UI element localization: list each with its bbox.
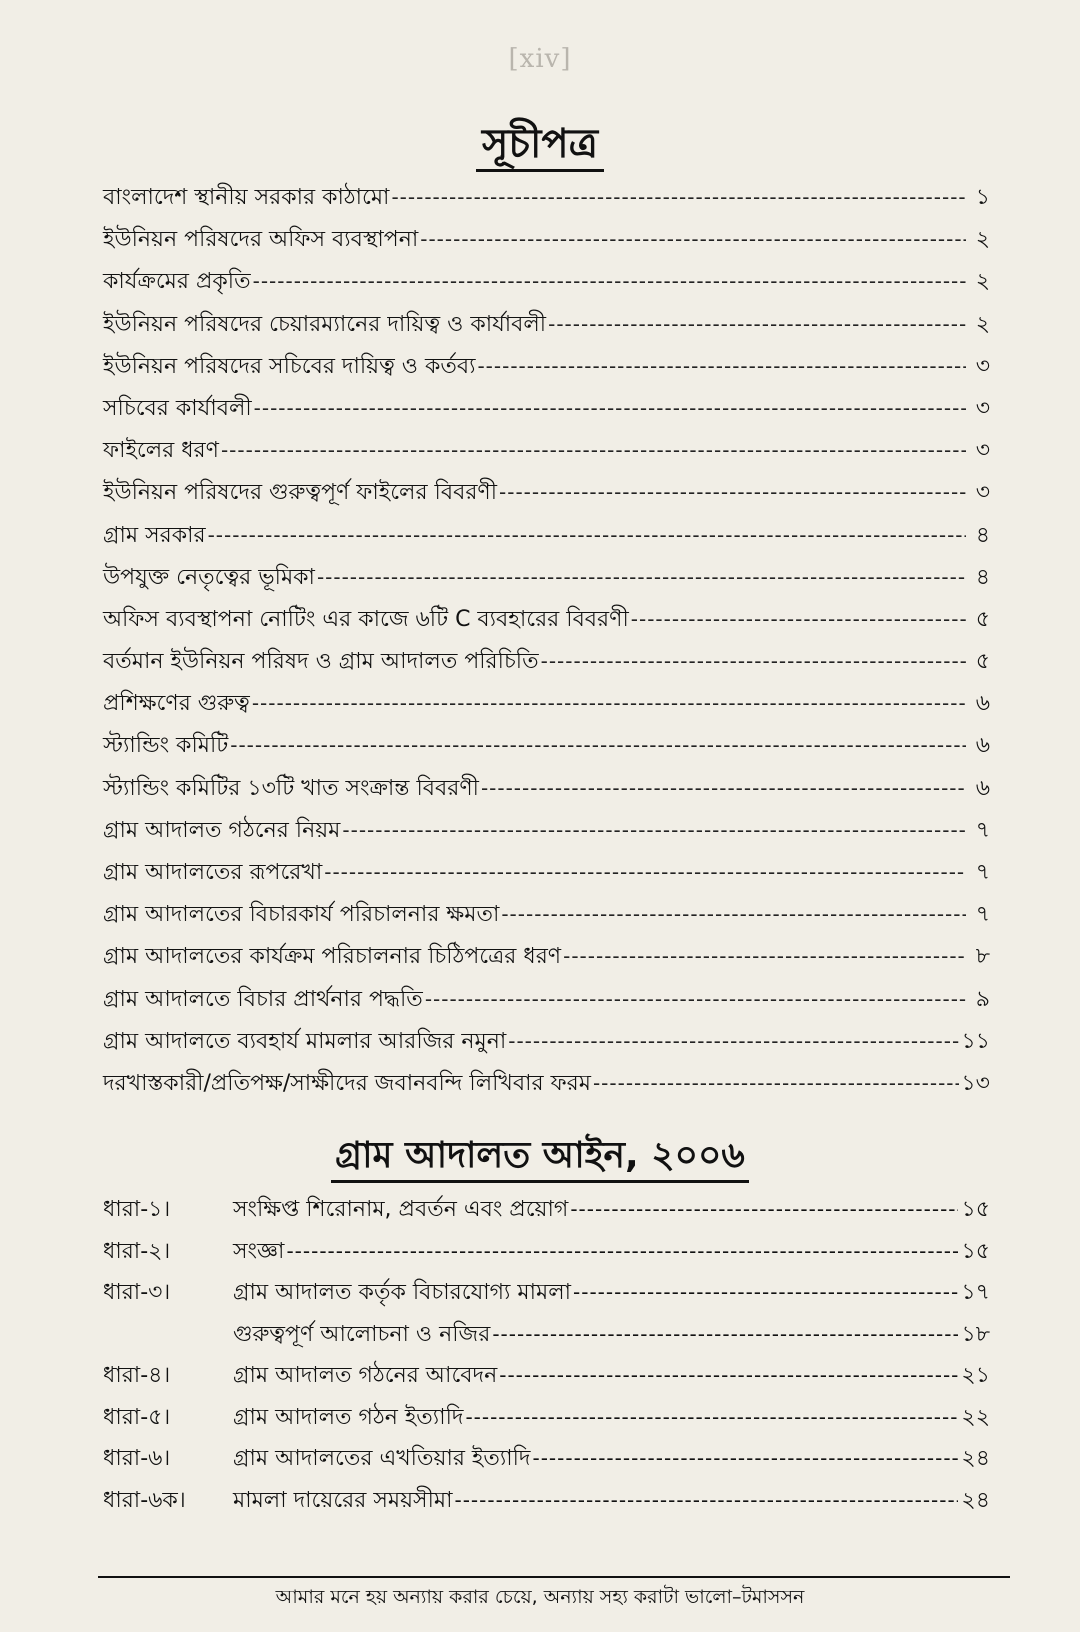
footer-divider	[98, 1576, 1010, 1578]
dot-leader	[230, 733, 966, 757]
toc-entry-label: গ্রাম সরকার	[103, 522, 206, 548]
dot-leader	[570, 1197, 958, 1221]
act-section-page: ১৮	[961, 1321, 990, 1347]
dot-leader	[593, 1071, 959, 1095]
dot-leader	[477, 354, 966, 378]
act-section-entry[interactable]	[103, 1192, 990, 1234]
toc-entry[interactable]	[103, 982, 990, 1024]
toc-entry-label: বর্তমান ইউনিয়ন পরিষদ ও গ্রাম আদালত পরিচিতি	[103, 649, 539, 675]
toc-entry-page: ৩	[975, 353, 990, 379]
toc-entry-label: স্ট্যান্ডিং কমিটির ১৩টি খাত সংক্রান্ত বিবরণী	[103, 775, 479, 801]
toc-entry-page: ৬	[975, 691, 990, 717]
act-section-label: গ্রাম আদালত গঠনের আবেদন	[233, 1363, 498, 1388]
toc-entry-label: ইউনিয়ন পরিষদের সচিবের দায়িত্ব ও কর্তব্য	[103, 353, 476, 379]
toc-entry[interactable]	[103, 897, 990, 939]
act-section-entry[interactable]	[103, 1275, 990, 1317]
toc-entry-label: দরখাস্তকারী/প্রতিপক্ষ/সাক্ষীদের জবানবন্দি লিখিবার ফরম	[103, 1070, 591, 1096]
toc-entry[interactable]	[103, 1024, 990, 1066]
act-section-page: ২২	[961, 1404, 990, 1430]
toc-entry-page: ৯	[975, 986, 990, 1012]
toc-entry[interactable]	[103, 307, 990, 349]
toc-entry[interactable]	[103, 433, 990, 475]
dot-leader	[425, 987, 966, 1011]
table-of-contents	[103, 180, 990, 1108]
dot-leader	[317, 565, 966, 589]
section-title-text: গ্রাম আদালত আইন, ২০০৬	[331, 1135, 749, 1183]
page-title-text: সূচীপত্র	[476, 121, 604, 172]
toc-entry[interactable]	[103, 939, 990, 981]
dot-leader	[573, 1280, 958, 1304]
toc-entry[interactable]	[103, 644, 990, 686]
toc-entry-page: ৬	[975, 775, 990, 801]
toc-entry-page: ২	[975, 269, 990, 295]
dot-leader	[286, 1239, 958, 1263]
act-section-page: ১৭	[961, 1280, 990, 1305]
toc-entry[interactable]	[103, 560, 990, 602]
act-section-label: সংক্ষিপ্ত শিরোনাম, প্রবর্তন এবং প্রয়োগ	[233, 1197, 569, 1222]
act-section-entry[interactable]	[103, 1441, 990, 1483]
dot-leader	[454, 1488, 958, 1512]
toc-entry-page: ৫	[975, 649, 990, 675]
toc-entry-page: ২	[975, 227, 990, 253]
toc-entry[interactable]	[103, 728, 990, 770]
toc-entry-page: ৩	[975, 438, 990, 464]
dot-leader	[532, 1446, 958, 1470]
toc-entry-page: ৬	[975, 733, 990, 759]
dot-leader	[492, 1322, 958, 1346]
toc-entry[interactable]	[103, 518, 990, 560]
act-section-number: ধারা-৬ক।	[103, 1487, 186, 1513]
act-section-label: গ্রাম আদালত কর্তৃক বিচারযোগ্য মামলা	[233, 1280, 572, 1305]
act-section-page: ২১	[961, 1363, 990, 1388]
toc-entry-page: ৭	[975, 817, 990, 843]
toc-entry-label: উপযুক্ত নেতৃত্বের ভূমিকা	[103, 564, 315, 590]
toc-entry-label: অফিস ব্যবস্থাপনা নোটিং এর কাজে ৬টি C ব্যবহারের বিবরণী	[103, 606, 629, 632]
dot-leader	[253, 269, 966, 293]
act-section-number: ধারা-৪।	[103, 1363, 171, 1388]
dot-leader	[342, 818, 966, 842]
dot-leader	[501, 902, 966, 926]
dot-leader	[254, 396, 966, 420]
toc-entry-label: গ্রাম আদালতের কার্যক্রম পরিচালনার চিঠিপত্রের ধরণ	[103, 944, 562, 970]
toc-entry-page: ২	[975, 311, 990, 337]
toc-entry-label: ইউনিয়ন পরিষদের অফিস ব্যবস্থাপনা	[103, 227, 419, 253]
toc-entry[interactable]	[103, 771, 990, 813]
page-title	[0, 112, 1080, 179]
dot-leader	[465, 1405, 958, 1429]
act-section-entry[interactable]	[103, 1317, 990, 1359]
toc-entry-page: ৮	[975, 944, 990, 970]
dot-leader	[563, 944, 966, 968]
act-section-label: গুরুত্বপূর্ণ আলোচনা ও নজির	[233, 1321, 491, 1347]
toc-entry-label: কার্যক্রমের প্রকৃতি	[103, 269, 251, 295]
page-number: [xiv]	[508, 44, 572, 74]
toc-entry-label: স্ট্যান্ডিং কমিটি	[103, 733, 229, 759]
act-section-number: ধারা-৬।	[103, 1446, 171, 1471]
toc-entry[interactable]	[103, 1066, 990, 1108]
toc-entry-page: ১৩	[961, 1070, 990, 1096]
act-section-entry[interactable]	[103, 1234, 990, 1276]
toc-entry[interactable]	[103, 686, 990, 728]
dot-leader	[499, 1363, 958, 1387]
toc-entry-label: ইউনিয়ন পরিষদের চেয়ারম্যানের দায়িত্ব ও কার্যাবলী	[103, 311, 547, 337]
toc-entry-label: গ্রাম আদালতে বিচার প্রার্থনার পদ্ধতি	[103, 986, 423, 1012]
act-section-page: ১৫	[961, 1238, 990, 1264]
dot-leader	[548, 312, 966, 336]
toc-entry[interactable]	[103, 349, 990, 391]
toc-entry-page: ৭	[975, 860, 990, 885]
act-section-label: সংজ্ঞা	[233, 1238, 285, 1264]
act-section-page: ২৪	[961, 1487, 990, 1513]
act-section-number: ধারা-২।	[103, 1238, 171, 1264]
toc-entry[interactable]	[103, 855, 990, 897]
toc-entry-label: ইউনিয়ন পরিষদের গুরুত্বপূর্ণ ফাইলের বিবরণী	[103, 480, 498, 506]
dot-leader	[420, 227, 966, 251]
act-section-entry[interactable]	[103, 1358, 990, 1400]
toc-entry-page: ১	[975, 185, 990, 210]
toc-entry[interactable]	[103, 391, 990, 433]
toc-entry[interactable]	[103, 813, 990, 855]
dot-leader	[631, 607, 966, 631]
footer-quote: আমার মনে হয় অন্যায় করার চেয়ে, অন্যায় সহ্য করাটা ভালো–টমাসসন	[275, 1586, 805, 1608]
toc-entry[interactable]	[103, 264, 990, 306]
toc-entry-page: ৪	[975, 564, 990, 590]
dot-leader	[221, 438, 966, 462]
toc-entry-label: বাংলাদেশ স্থানীয় সরকার কাঠামো	[103, 185, 390, 210]
toc-entry-page: ৩	[975, 395, 990, 421]
toc-entry-label: সচিবের কার্যাবলী	[103, 395, 252, 421]
act-section-number: ধারা-১।	[103, 1197, 171, 1222]
toc-entry-page: ১১	[961, 1028, 990, 1054]
act-section-number: ধারা-৫।	[103, 1404, 171, 1430]
section-title	[0, 1128, 1080, 1188]
toc-entry-page: ৫	[975, 606, 990, 632]
act-section-label: গ্রাম আদালতের এখতিয়ার ইত্যাদি	[233, 1446, 531, 1471]
act-section-page: ১৫	[961, 1197, 990, 1222]
act-section-label: মামলা দায়েরের সময়সীমা	[233, 1487, 453, 1513]
toc-entry[interactable]	[103, 475, 990, 517]
toc-entry[interactable]	[103, 180, 990, 222]
act-section-entry[interactable]	[103, 1400, 990, 1442]
toc-entry-label: গ্রাম আদালতের বিচারকার্য পরিচালনার ক্ষমতা	[103, 902, 500, 928]
toc-entry-page: ৩	[975, 480, 990, 506]
toc-entry-page: ৪	[975, 522, 990, 548]
toc-entry[interactable]	[103, 222, 990, 264]
dot-leader	[208, 523, 966, 547]
toc-entry-label: ফাইলের ধরণ	[103, 438, 219, 464]
toc-entry-label: গ্রাম আদালতে ব্যবহার্য মামলার আরজির নমুনা	[103, 1028, 507, 1054]
dot-leader	[508, 1029, 959, 1053]
toc-entry-label: প্রশিক্ষণের গুরুত্ব	[103, 691, 250, 717]
toc-entry-label: গ্রাম আদালতের রূপরেখা	[103, 860, 323, 885]
toc-entry[interactable]	[103, 602, 990, 644]
dot-leader	[541, 649, 966, 673]
dot-leader	[324, 860, 966, 884]
dot-leader	[252, 691, 966, 715]
toc-entry-page: ৭	[975, 902, 990, 928]
act-section-page: ২৪	[961, 1446, 990, 1471]
dot-leader	[481, 776, 966, 800]
dot-leader	[499, 480, 966, 504]
dot-leader	[391, 185, 966, 209]
act-section-number: ধারা-৩।	[103, 1280, 171, 1305]
toc-entry-label: গ্রাম আদালত গঠনের নিয়ম	[103, 817, 341, 843]
act-sections-list	[103, 1192, 990, 1524]
act-section-label: গ্রাম আদালত গঠন ইত্যাদি	[233, 1404, 464, 1430]
act-section-entry[interactable]	[103, 1483, 990, 1525]
